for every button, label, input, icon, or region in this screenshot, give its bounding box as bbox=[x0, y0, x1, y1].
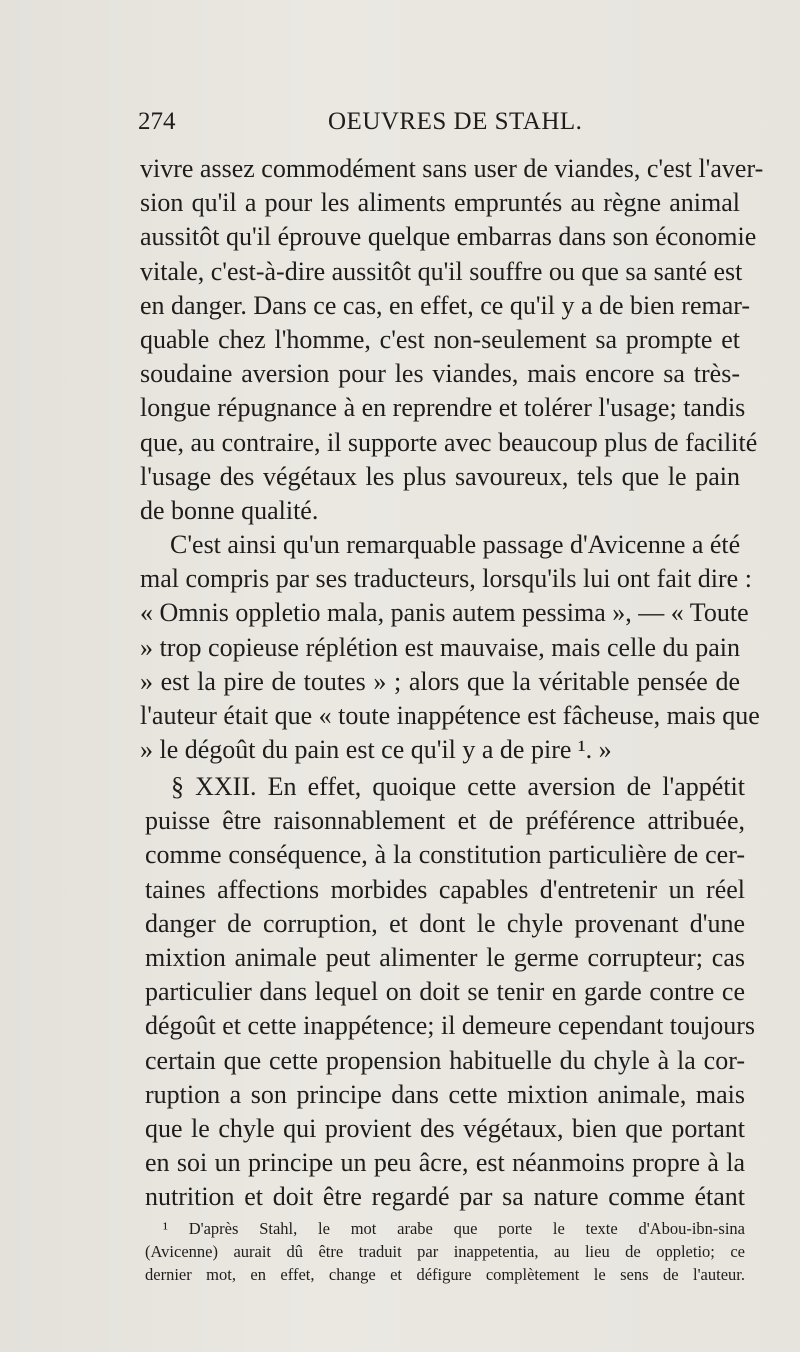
text-line: longue répugnance à en reprendre et tolérer l'usage; tandis bbox=[140, 393, 746, 423]
text-line: danger de corruption, et dont le chyle provenant d'une bbox=[145, 908, 745, 938]
paragraph-1 bbox=[140, 152, 764, 528]
text-line: comme conséquence, à la constitution particulière de cer- bbox=[145, 840, 745, 870]
paragraph-2 bbox=[140, 528, 760, 767]
text-line: soudaine aversion pour les viandes, mais encore sa très- bbox=[140, 359, 740, 389]
text-line: nutrition et doit être regardé par sa nature comme étant bbox=[145, 1182, 745, 1212]
body-text-upper bbox=[140, 152, 764, 767]
text-line: C'est ainsi qu'un remarquable passage d'Avicenne a été bbox=[170, 530, 741, 560]
text-line: sion qu'il a pour les aliments empruntés au règne animal bbox=[140, 188, 740, 218]
page-number: 274 bbox=[138, 108, 176, 135]
text-line: l'auteur était que « toute inappétence est fâcheuse, mais que bbox=[140, 701, 760, 730]
body-text-lower bbox=[145, 770, 756, 1214]
text-line: puisse être raisonnablement et de préférence attribuée, bbox=[145, 806, 745, 836]
text-line: l'usage des végétaux les plus savoureux, tels que le pain bbox=[140, 461, 740, 491]
text-line: « Omnis oppletio mala, panis autem pessima », — « Toute bbox=[140, 598, 749, 628]
text-line: que le chyle qui provient des végétaux, bien que portant bbox=[145, 1113, 745, 1143]
text-line: mixtion animale peut alimenter le germe corrupteur; cas bbox=[145, 942, 745, 972]
text-line: vivre assez commodément sans user de viandes, c'est l'aver- bbox=[140, 154, 764, 183]
text-line: » le dégoût du pain est ce qu'il y a de pire ¹. » bbox=[140, 735, 612, 765]
text-line: mal compris par ses traducteurs, lorsqu'ils lui ont fait dire : bbox=[140, 564, 752, 594]
section-heading-line: § XXII. En effet, quoique cette aversion de l'appétit bbox=[171, 772, 745, 801]
text-line: en soi un principe un peu âcre, est néanmoins propre à la bbox=[145, 1148, 745, 1178]
text-line: ruption a son principe dans cette mixtion animale, mais bbox=[145, 1079, 745, 1109]
footnote bbox=[145, 1217, 745, 1286]
footnote-line: ¹ D'après Stahl, le mot arabe que porte le texte d'Abou-ibn-sina bbox=[163, 1219, 745, 1238]
paragraph-3 bbox=[145, 770, 756, 1214]
footnote-line: (Avicenne) aurait dû être traduit par inappetentia, au lieu de oppletio; ce bbox=[145, 1242, 745, 1261]
text-line: taines affections morbides capables d'entretenir un réel bbox=[145, 874, 745, 904]
text-line: en danger. Dans ce cas, en effet, ce qu'il y a de bien remar- bbox=[140, 290, 751, 320]
text-line: » trop copieuse réplétion est mauvaise, mais celle du pain bbox=[140, 632, 740, 662]
text-line: » est la pire de toutes » ; alors que la véritable pensée de bbox=[140, 666, 740, 696]
text-line: dégoût et cette inappétence; il demeure cependant toujours bbox=[145, 1011, 756, 1041]
text-line: que, au contraire, il supporte avec beaucoup plus de facilité bbox=[140, 427, 758, 457]
text-line: de bonne qualité. bbox=[140, 495, 319, 525]
page-header bbox=[138, 108, 738, 144]
footnote-line: dernier mot, en effet, change et défigure complètement le sens de l'auteur. bbox=[145, 1265, 745, 1284]
running-title: OEUVRES DE STAHL. bbox=[328, 108, 583, 135]
text-line: vitale, c'est-à-dire aussitôt qu'il souffre ou que sa santé est bbox=[140, 256, 743, 286]
text-line: certain que cette propension habituelle du chyle à la cor- bbox=[145, 1045, 745, 1075]
text-line: particulier dans lequel on doit se tenir en garde contre ce bbox=[145, 977, 745, 1007]
text-line: aussitôt qu'il éprouve quelque embarras dans son économie bbox=[140, 222, 757, 252]
text-line: quable chez l'homme, c'est non-seulement sa prompte et bbox=[140, 324, 740, 354]
